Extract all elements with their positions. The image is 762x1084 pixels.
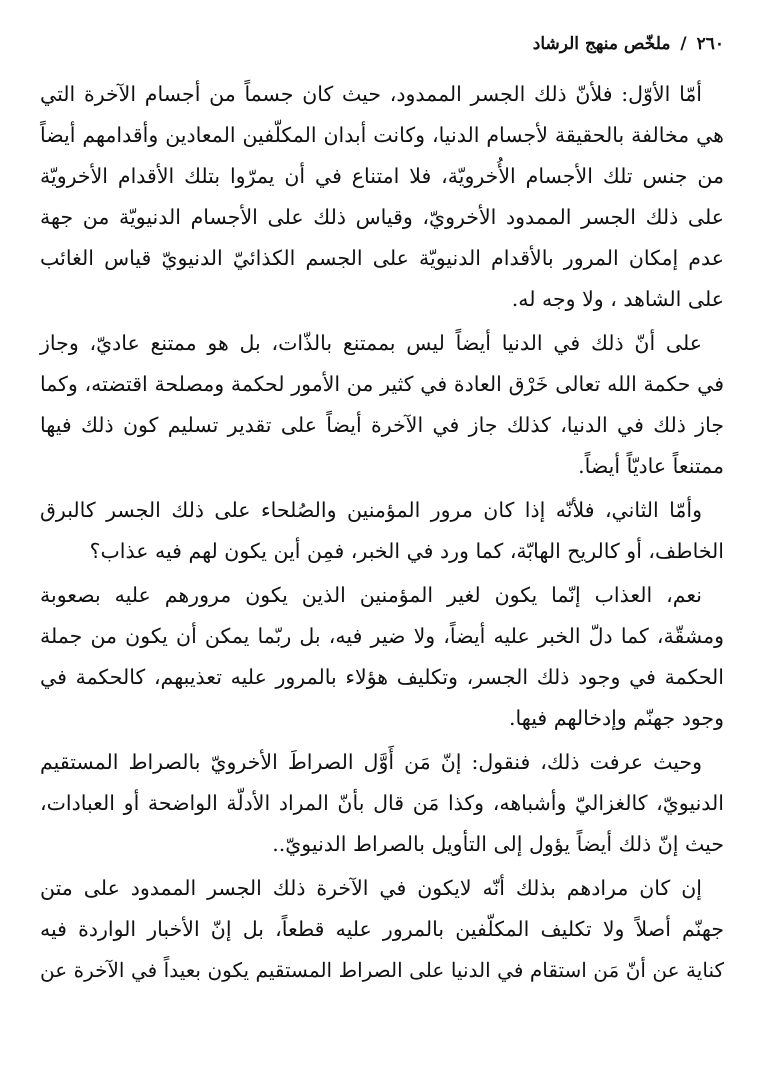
page-number: ٢٦٠ xyxy=(696,34,724,54)
text-line: حيث إنّ ذلك أيضاً يؤول إلى التأويل بالصراط الدنيويّ.. xyxy=(272,832,724,856)
text-line: جاز ذلك في الدنيا، كذلك جاز في الآخرة أيضاً على تقدير تسليم كون ذلك فيها xyxy=(40,413,724,437)
text-line: الحكمة في وجود ذلك الجسر، وتكليف هؤلاء بالمرور عليه تعذيبهم، كالحكمة في xyxy=(40,665,724,689)
header-separator: / xyxy=(680,34,687,54)
text-line: على الشاهد ، ولا وجه له. xyxy=(511,287,724,311)
text-line: ممتنعاً عاديّاً أيضاً. xyxy=(578,454,724,478)
text-line: وأمّا الثاني، فلأنّه إذا كان مرور المؤمنين والصُلحاء على ذلك الجسر كالبرق xyxy=(40,498,702,522)
text-line: إن كان مرادهم بذلك أنّه لايكون في الآخرة ذلك الجسر الممدود على متن xyxy=(40,876,702,900)
text-line: وحيث عرفت ذلك، فنقول: إنّ مَن أَوَّل الصراطَ الأخرويّ بالصراط المستقيم xyxy=(40,750,702,774)
text-line: على ذلك الجسر الممدود الأخرويّ، وقياس ذلك على الأجسام الدنيويّة من جهة xyxy=(40,205,724,229)
text-line: الخاطف، أو كالريح الهابّة، كما ورد في الخبر، فمِن أين يكون لهم فيه عذاب؟ xyxy=(89,539,724,563)
paragraph-3 xyxy=(40,490,724,572)
paragraph-6 xyxy=(40,868,724,991)
book-title: ملخّص منهج الرشاد xyxy=(532,34,671,54)
text-line: كناية عن أنّ مَن استقام في الدنيا على الصراط المستقيم يكون بعيداً في الآخرة عن xyxy=(40,958,724,982)
text-line: أمّا الأوّل: فلأنّ ذلك الجسر الممدود، حيث كان جسماً من أجسام الآخرة التي xyxy=(40,82,702,106)
text-line: عدم إمكان المرور بالأقدام الدنيويّة على الجسم الكذائيّ الدنيويّ قياس الغائب xyxy=(40,246,724,270)
text-line: وجود جهنّم وإدخالهم فيها. xyxy=(509,706,724,730)
paragraph-4 xyxy=(40,575,724,739)
text-line: جهنّم أصلاً ولا تكليف المكلّفين بالمرور عليه قطعاً، بل إنّ الأخبار الواردة فيه xyxy=(40,917,724,941)
text-line: نعم، العذاب إنّما يكون لغير المؤمنين الذين يكون مرورهم عليه بصعوبة xyxy=(40,583,702,607)
page-body xyxy=(40,74,724,991)
text-line: من جنس تلك الأجسام الأُخرويّة، فلا امتناع في أن يمرّوا بتلك الأقدام الأخرويّة xyxy=(40,164,724,188)
paragraph-1 xyxy=(40,74,724,320)
running-header xyxy=(40,30,724,58)
text-line: الدنيويّ، كالغزاليّ وأشباهه، وكذا مَن قال بأنّ المراد الأدلّة الواضحة أو العبادات، xyxy=(40,791,724,815)
paragraph-5 xyxy=(40,742,724,865)
text-line: على أنّ ذلك في الدنيا أيضاً ليس بممتنع بالذّات، بل هو ممتنع عاديّ، وجاز xyxy=(40,331,702,355)
text-line: ومشقّة، كما دلّ الخبر عليه أيضاً، ولا ضير فيه، بل ربّما يمكن أن يكون من جملة xyxy=(40,624,724,648)
paragraph-2 xyxy=(40,323,724,487)
text-line: في حكمة الله تعالى خَرْق العادة في كثير من الأمور لحكمة ومصلحة اقتضته، وكما xyxy=(40,372,724,396)
text-line: هي مخالفة بالحقيقة لأجسام الدنيا، وكانت أبدان المكلّفين المعادين وأقدامهم أيضاً xyxy=(40,123,724,147)
